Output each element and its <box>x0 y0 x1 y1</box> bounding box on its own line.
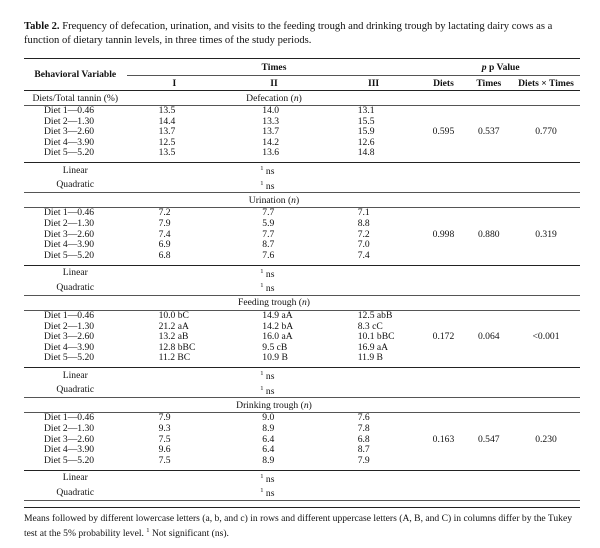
diet-label: Diet 5—5.20 <box>44 147 95 159</box>
results-table <box>24 58 580 501</box>
empty-cell <box>326 265 422 280</box>
section-title-text: Drinking trough (n) <box>236 399 312 411</box>
diet-label: Diet 3—2.60 <box>44 331 95 343</box>
empty-cell <box>127 368 223 383</box>
value-time-I: 12.8 bBC <box>158 341 196 353</box>
value-time-I: 10.0 bC <box>158 309 189 321</box>
ns-label: ns <box>265 268 275 280</box>
p-value-times: 0.064 <box>477 331 500 343</box>
value-time-I: 11.2 BC <box>158 352 191 364</box>
footnote-ref: 1 <box>260 267 264 275</box>
value-time-III: 12.6 <box>357 136 375 148</box>
value-time-I: 21.2 aA <box>158 320 189 332</box>
linear-label: Linear <box>62 472 88 484</box>
empty-cell <box>127 470 223 485</box>
value-time-II: 7.7 <box>262 228 275 240</box>
diet-label: Diet 2—1.30 <box>44 218 95 230</box>
not-significant-cell <box>222 383 325 398</box>
p-value-diets: 0.163 <box>432 433 455 445</box>
table-row <box>24 310 580 321</box>
empty-cell <box>326 485 422 500</box>
value-time-II: 7.7 <box>262 207 275 219</box>
table-body <box>24 91 580 501</box>
value-time-II: 13.3 <box>262 115 280 127</box>
empty-cell <box>326 178 422 193</box>
quadratic-row <box>24 178 580 193</box>
footnote-text: Means followed by different lowercase letters (a, b, and c) in rows and different uppercase letters (A, B, and C) in columns differ by the Tukey test at the 5% probability level. <box>24 512 573 539</box>
footnote <box>24 507 580 540</box>
value-time-III: 8.7 <box>357 444 370 456</box>
diet-label: Diet 5—5.20 <box>44 352 95 364</box>
value-time-III: 7.8 <box>357 423 370 434</box>
value-time-II: 16.0 aA <box>262 331 293 343</box>
empty-cell <box>421 398 580 413</box>
footnote-sup: 1 <box>146 526 150 534</box>
empty-cell <box>127 178 223 193</box>
not-significant-cell <box>222 265 325 280</box>
value-time-I: 7.9 <box>158 412 171 424</box>
value-time-I: 6.8 <box>158 249 171 261</box>
quadratic-label: Quadratic <box>56 384 95 396</box>
empty-cell <box>127 163 223 178</box>
header-col-diets: Diets <box>433 77 454 89</box>
section-title-text: Feeding trough (n) <box>238 297 310 309</box>
p-value-interaction: <0.001 <box>532 331 560 343</box>
diets-total-tannin-label: Diets/Total tannin (%) <box>32 92 119 104</box>
ns-label: ns <box>265 385 275 397</box>
value-time-III: 10.1 bBC <box>357 331 395 343</box>
empty-cell <box>24 193 127 208</box>
header-col-interaction: Diets × Times <box>518 77 574 89</box>
section-title <box>127 398 422 413</box>
value-time-I: 7.5 <box>158 433 171 445</box>
value-time-II: 9.5 cB <box>262 341 288 353</box>
value-time-I: 12.5 <box>158 136 176 148</box>
value-time-III: 7.1 <box>357 207 370 219</box>
value-time-II: 6.4 <box>262 444 275 456</box>
value-time-II: 10.9 B <box>262 352 288 364</box>
p-value-times: 0.537 <box>477 126 500 138</box>
footnote-ref: 1 <box>260 487 264 495</box>
diet-label: Diet 4—3.90 <box>44 239 95 251</box>
not-significant-cell <box>222 163 325 178</box>
empty-cell <box>421 368 580 383</box>
not-significant-cell <box>222 368 325 383</box>
not-significant-cell <box>222 280 325 295</box>
section-header-row <box>24 193 580 208</box>
value-time-III: 7.4 <box>357 249 370 261</box>
diet-label: Diet 3—2.60 <box>44 126 95 138</box>
linear-label: Linear <box>62 164 88 176</box>
empty-cell <box>24 398 127 413</box>
ns-label: ns <box>265 166 275 178</box>
p-value-interaction: 0.230 <box>535 433 557 445</box>
empty-cell <box>421 178 580 193</box>
value-time-III: 15.5 <box>357 115 375 127</box>
section-header-row <box>24 91 580 106</box>
value-time-III: 6.8 <box>357 433 370 445</box>
diet-label: Diet 3—2.60 <box>44 228 95 240</box>
value-time-III: 7.2 <box>357 228 370 240</box>
value-time-II: 6.4 <box>262 433 275 445</box>
footnote-ref: 1 <box>260 370 264 378</box>
diet-label: Diet 5—5.20 <box>44 249 95 261</box>
n-italic: n <box>303 399 309 411</box>
value-time-II: 14.9 aA <box>262 309 293 321</box>
empty-cell <box>326 163 422 178</box>
diet-label: Diet 2—1.30 <box>44 423 95 434</box>
empty-cell <box>127 280 223 295</box>
value-time-I: 7.5 <box>158 454 171 466</box>
header-col-III: III <box>367 77 380 89</box>
p-value-diets: 0.172 <box>432 331 455 343</box>
diet-label: Diet 1—0.46 <box>44 412 95 424</box>
value-time-I: 13.2 aB <box>158 331 189 343</box>
diet-label: Diet 1—0.46 <box>44 309 95 321</box>
table-row <box>24 208 580 219</box>
quadratic-label: Quadratic <box>56 486 95 498</box>
empty-cell <box>421 295 580 310</box>
value-time-II: 8.9 <box>262 454 275 466</box>
value-time-I: 13.5 <box>158 105 176 116</box>
value-time-I: 7.4 <box>158 228 171 240</box>
ns-label: ns <box>265 283 275 295</box>
empty-cell <box>421 193 580 208</box>
diet-label: Diet 3—2.60 <box>44 433 95 445</box>
empty-cell <box>421 280 580 295</box>
footnote-ref: 1 <box>260 282 264 290</box>
linear-label: Linear <box>62 369 88 381</box>
value-time-III: 8.3 cC <box>357 320 383 332</box>
footnote-ref: 1 <box>260 179 264 187</box>
quadratic-label: Quadratic <box>56 179 95 191</box>
linear-row <box>24 368 580 383</box>
not-significant-cell <box>222 485 325 500</box>
quadratic-row <box>24 383 580 398</box>
table-row <box>24 413 580 424</box>
empty-cell <box>127 265 223 280</box>
value-time-I: 7.9 <box>158 218 171 230</box>
p-value-diets: 0.595 <box>432 126 455 138</box>
header-col-I: I <box>172 77 177 89</box>
section-title <box>127 295 422 310</box>
header-behavioral-variable: Behavioral Variable <box>24 59 127 91</box>
not-significant-cell <box>222 178 325 193</box>
diet-label: Diet 4—3.90 <box>44 444 95 456</box>
footnote-ns: Not significant (ns). <box>151 527 229 539</box>
empty-cell <box>421 485 580 500</box>
diet-label: Diet 2—1.30 <box>44 320 95 332</box>
value-time-II: 14.0 <box>262 105 280 116</box>
table-caption <box>24 20 578 48</box>
empty-cell <box>421 470 580 485</box>
p-value-diets: 0.998 <box>432 228 455 240</box>
header-times: Times <box>127 59 422 76</box>
footnote-ref: 1 <box>260 472 264 480</box>
value-time-I: 13.7 <box>158 126 176 138</box>
value-time-III: 7.0 <box>357 239 370 251</box>
empty-cell <box>127 485 223 500</box>
value-time-III: 7.6 <box>357 412 370 424</box>
header-p-value: p p Value <box>421 59 580 76</box>
diet-label: Diet 2—1.30 <box>44 115 95 127</box>
value-time-II: 14.2 bA <box>262 320 294 332</box>
section-title <box>127 193 422 208</box>
section-title-text: Defecation (n) <box>246 92 302 104</box>
value-time-I: 6.9 <box>158 239 171 251</box>
p-value-times: 0.880 <box>477 228 500 240</box>
ns-label: ns <box>265 371 275 383</box>
p-value-interaction: 0.319 <box>535 228 557 240</box>
quadratic-label: Quadratic <box>56 281 95 293</box>
value-time-III: 7.9 <box>357 454 370 466</box>
p-value-times: 0.547 <box>477 433 500 445</box>
linear-row <box>24 265 580 280</box>
value-time-III: 13.1 <box>357 105 375 116</box>
value-time-III: 11.9 B <box>357 352 383 364</box>
ns-label: ns <box>265 488 275 500</box>
value-time-III: 12.5 abB <box>357 309 393 321</box>
empty-cell <box>326 280 422 295</box>
quadratic-row <box>24 485 580 500</box>
empty-cell <box>421 265 580 280</box>
empty-cell <box>326 470 422 485</box>
section-title-text: Urination (n) <box>248 194 300 206</box>
empty-cell <box>421 91 580 106</box>
linear-row <box>24 470 580 485</box>
empty-cell <box>421 383 580 398</box>
section-header-row <box>24 295 580 310</box>
value-time-II: 8.7 <box>262 239 275 251</box>
empty-cell <box>421 163 580 178</box>
linear-label: Linear <box>62 267 88 279</box>
n-italic: n <box>291 194 296 206</box>
value-time-II: 9.0 <box>262 412 275 424</box>
value-time-I: 9.6 <box>158 444 171 456</box>
value-time-I: 9.3 <box>158 423 171 434</box>
value-time-III: 16.9 aA <box>357 341 389 353</box>
diet-label: Diet 5—5.20 <box>44 454 95 466</box>
header-p-value-label: p Value <box>488 61 520 73</box>
diet-label: Diet 1—0.46 <box>44 105 95 116</box>
n-italic: n <box>293 92 299 104</box>
value-time-II: 8.9 <box>262 423 275 434</box>
empty-cell <box>127 383 223 398</box>
value-time-II: 13.6 <box>262 147 280 159</box>
p-value-interaction: 0.770 <box>535 126 557 138</box>
value-time-III: 14.8 <box>357 147 375 159</box>
value-time-II: 13.7 <box>262 126 280 138</box>
value-time-III: 8.8 <box>357 218 370 230</box>
section-title <box>127 91 422 106</box>
footnote-ref: 1 <box>260 165 264 173</box>
value-time-I: 7.2 <box>158 207 171 219</box>
value-time-II: 5.9 <box>262 218 275 230</box>
ns-label: ns <box>265 473 275 485</box>
section-header-row <box>24 398 580 413</box>
value-time-II: 14.2 <box>262 136 280 148</box>
footnote-ref: 1 <box>260 384 264 392</box>
table-label: Table 2. <box>24 21 60 32</box>
ns-label: ns <box>265 180 275 192</box>
quadratic-row <box>24 280 580 295</box>
empty-cell <box>326 383 422 398</box>
header-col-II: II <box>270 77 278 89</box>
header-col-times: Times <box>476 77 502 89</box>
diet-label: Diet 1—0.46 <box>44 207 95 219</box>
empty-cell <box>24 295 127 310</box>
diet-label: Diet 4—3.90 <box>44 341 95 353</box>
diet-label: Diet 4—3.90 <box>44 136 95 148</box>
linear-row <box>24 163 580 178</box>
table-row <box>24 106 580 117</box>
empty-cell <box>326 368 422 383</box>
value-time-I: 14.4 <box>158 115 176 127</box>
value-time-III: 15.9 <box>357 126 375 138</box>
not-significant-cell <box>222 470 325 485</box>
value-time-II: 7.6 <box>262 249 275 261</box>
caption-text: Frequency of defecation, urination, and visits to the feeding trough and drinking trough by lactating dairy cows as a function of dietary tannin levels, in three times of the study periods. <box>24 21 553 46</box>
n-italic: n <box>301 297 307 309</box>
value-time-I: 13.5 <box>158 147 176 159</box>
